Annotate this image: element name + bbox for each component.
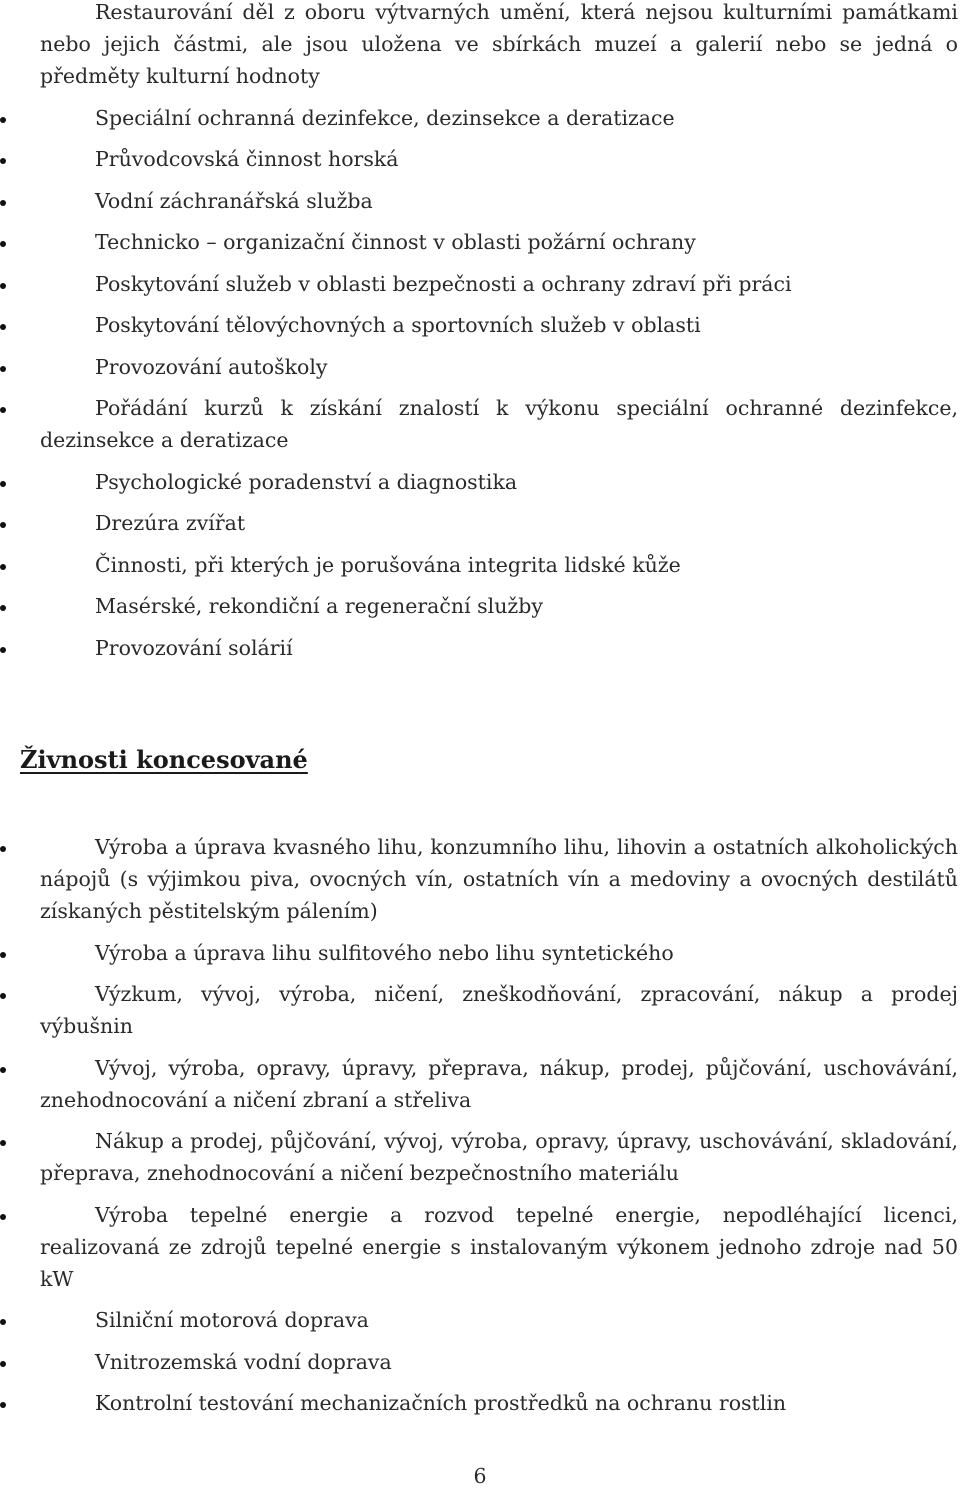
list-item: Výroba a úprava lihu sulfitového nebo lihu syntetického xyxy=(0,937,960,969)
page-number: 6 xyxy=(473,1464,487,1488)
list-item: Poskytování služeb v oblasti bezpečnosti a ochrany zdraví při práci xyxy=(0,268,960,300)
list-item: Vnitrozemská vodní doprava xyxy=(0,1346,960,1378)
permitted-trades-list xyxy=(0,0,960,673)
list-item: Vývoj, výroba, opravy, úpravy, přeprava, nákup, prodej, půjčování, uschovávání, znehodnocování a ničení zbraní a střeliva xyxy=(0,1052,960,1116)
list-item: Drezúra zvířat xyxy=(0,507,960,539)
list-item: Provozování autoškoly xyxy=(0,351,960,383)
list-item: Technicko – organizační činnost v oblasti požární ochrany xyxy=(0,226,960,258)
list-item: Silniční motorová doprava xyxy=(0,1304,960,1336)
licensed-trades-list xyxy=(0,831,960,1429)
section-heading: Živnosti koncesované xyxy=(20,745,308,774)
list-item: Poskytování tělovýchovných a sportovních služeb v oblasti xyxy=(0,309,960,341)
list-item: Vodní záchranářská služba xyxy=(0,185,960,217)
list-item: Restaurování děl z oboru výtvarných umění, která nejsou kulturními památkami nebo jejich částmi, ale jsou uložena ve sbírkách muzeí a galerií nebo se jedná o předměty kulturní hodnoty xyxy=(40,0,958,88)
list-item: Masérské, rekondiční a regenerační služby xyxy=(0,590,960,622)
list-item: Provozování solárií xyxy=(0,632,960,664)
list-item: Speciální ochranná dezinfekce, dezinsekce a deratizace xyxy=(0,102,960,134)
list-item: Kontrolní testování mechanizačních prostředků na ochranu rostlin xyxy=(0,1387,960,1419)
list-item: Činnosti, při kterých je porušována integrita lidské kůže xyxy=(0,549,960,581)
list-item: Výroba a úprava kvasného lihu, konzumního lihu, lihovin a ostatních alkoholických nápojů (s výjimkou piva, ovocných vín, ostatních vín a medoviny a ovocných destilátů získaných pěstitelským pálením) xyxy=(0,831,960,927)
list-item: Výzkum, vývoj, výroba, ničení, zneškodňování, zpracování, nákup a prodej výbušnin xyxy=(0,978,960,1042)
list-item: Nákup a prodej, půjčování, vývoj, výroba, opravy, úpravy, uschovávání, skladování, přeprava, znehodnocování a ničení bezpečnostního materiálu xyxy=(0,1125,960,1189)
list-item: Pořádání kurzů k získání znalostí k výkonu speciální ochranné dezinfekce, dezinsekce a deratizace xyxy=(0,392,960,456)
list-item: Psychologické poradenství a diagnostika xyxy=(0,466,960,498)
list-item: Průvodcovská činnost horská xyxy=(0,143,960,175)
list-item: Výroba tepelné energie a rozvod tepelné energie, nepodléhající licenci, realizovaná ze zdrojů tepelné energie s instalovaným výkonem jednoho zdroje nad 50 kW xyxy=(0,1199,960,1295)
